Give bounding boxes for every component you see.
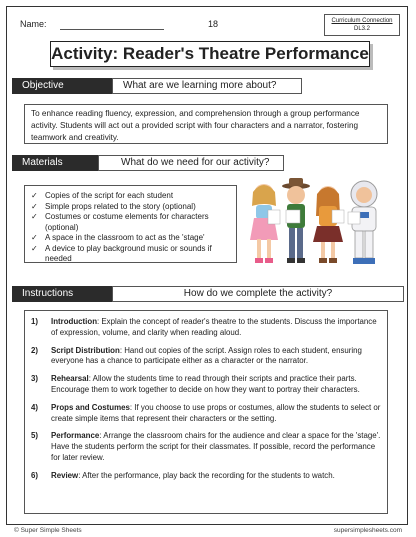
list-item: ✓ Copies of the script for each student bbox=[31, 191, 174, 200]
check-icon: ✓ bbox=[31, 243, 38, 253]
kids-performing-illustration bbox=[246, 176, 392, 276]
kid-girl-left bbox=[250, 184, 280, 263]
list-item: 4) Props and Costumes: If you choose to use props or costumes, allow the students to select or create simple items that represent their characters or the setting. bbox=[31, 402, 381, 423]
objective-tag: Objective bbox=[12, 78, 112, 94]
page-title: Activity: Reader's Theatre Performance bbox=[50, 41, 370, 67]
instructions-tag: Instructions bbox=[12, 286, 112, 302]
materials-list bbox=[24, 185, 237, 263]
kid-astronaut bbox=[348, 181, 377, 264]
instructions-list bbox=[24, 310, 388, 514]
objective-header bbox=[12, 78, 404, 94]
footer-website: supersimplesheets.com bbox=[333, 527, 402, 534]
materials-question: What do we need for our activity? bbox=[98, 155, 284, 171]
check-icon: ✓ bbox=[31, 233, 38, 242]
objective-question: What are we learning more about? bbox=[112, 78, 302, 94]
page-number: 18 bbox=[208, 19, 219, 29]
list-item: ✓ Costumes or costume elements for characters (optional) bbox=[31, 212, 209, 232]
footer-copyright: © Super Simple Sheets bbox=[14, 527, 82, 534]
list-item: ✓ A device to play background music or sounds if needed bbox=[31, 243, 212, 263]
curriculum-connection-code: DL3.2 bbox=[353, 26, 370, 32]
curriculum-connection-label: Curriculum Connection bbox=[331, 18, 393, 24]
instructions-question: How do we complete the activity? bbox=[112, 286, 404, 302]
list-item: 5) Performance: Arrange the classroom chairs for the audience and clear a space for the 'stage'. Have the students perform the script for their classmates. If possible, record the performance for later review. bbox=[31, 431, 381, 462]
check-icon: ✓ bbox=[31, 191, 38, 200]
list-item: 2) Script Distribution: Hand out copies of the script. Assign roles to each student, ensuring everyone has a chance to participate either as a character or the narrator. bbox=[31, 345, 362, 366]
top-bar bbox=[12, 14, 404, 40]
objective-text: To enhance reading fluency, expression, and comprehension through a group performance activity. Students will act out a provided script with four characters and a narrator, fostering teamwork and creativity. bbox=[24, 104, 388, 144]
name-field-line[interactable] bbox=[60, 29, 164, 30]
instructions-header bbox=[12, 286, 404, 302]
kid-girl-scarf bbox=[313, 186, 344, 263]
materials-tag: Materials bbox=[12, 155, 98, 171]
kid-boy-hat bbox=[282, 178, 310, 263]
list-item: 1) Introduction: Explain the concept of reader's theatre to the students. Discuss the importance of expression, volume, and clarity when reading aloud. bbox=[31, 317, 377, 337]
list-item: ✓ A space in the classroom to act as the 'stage' bbox=[31, 233, 205, 242]
curriculum-connection-box bbox=[324, 14, 400, 36]
list-item: ✓ Simple props related to the story (optional) bbox=[31, 201, 196, 211]
name-label: Name: bbox=[20, 19, 47, 29]
list-item: 6) Review: After the performance, play back the recording for the students to watch. bbox=[31, 470, 335, 480]
check-icon: ✓ bbox=[31, 201, 38, 211]
check-icon: ✓ bbox=[31, 212, 38, 221]
materials-header bbox=[12, 155, 404, 171]
list-item: 3) Rehearsal: Allow the students time to read through their scripts and practice their parts. Encourage them to work together to decide on how they want to portray their characters. bbox=[31, 374, 360, 394]
